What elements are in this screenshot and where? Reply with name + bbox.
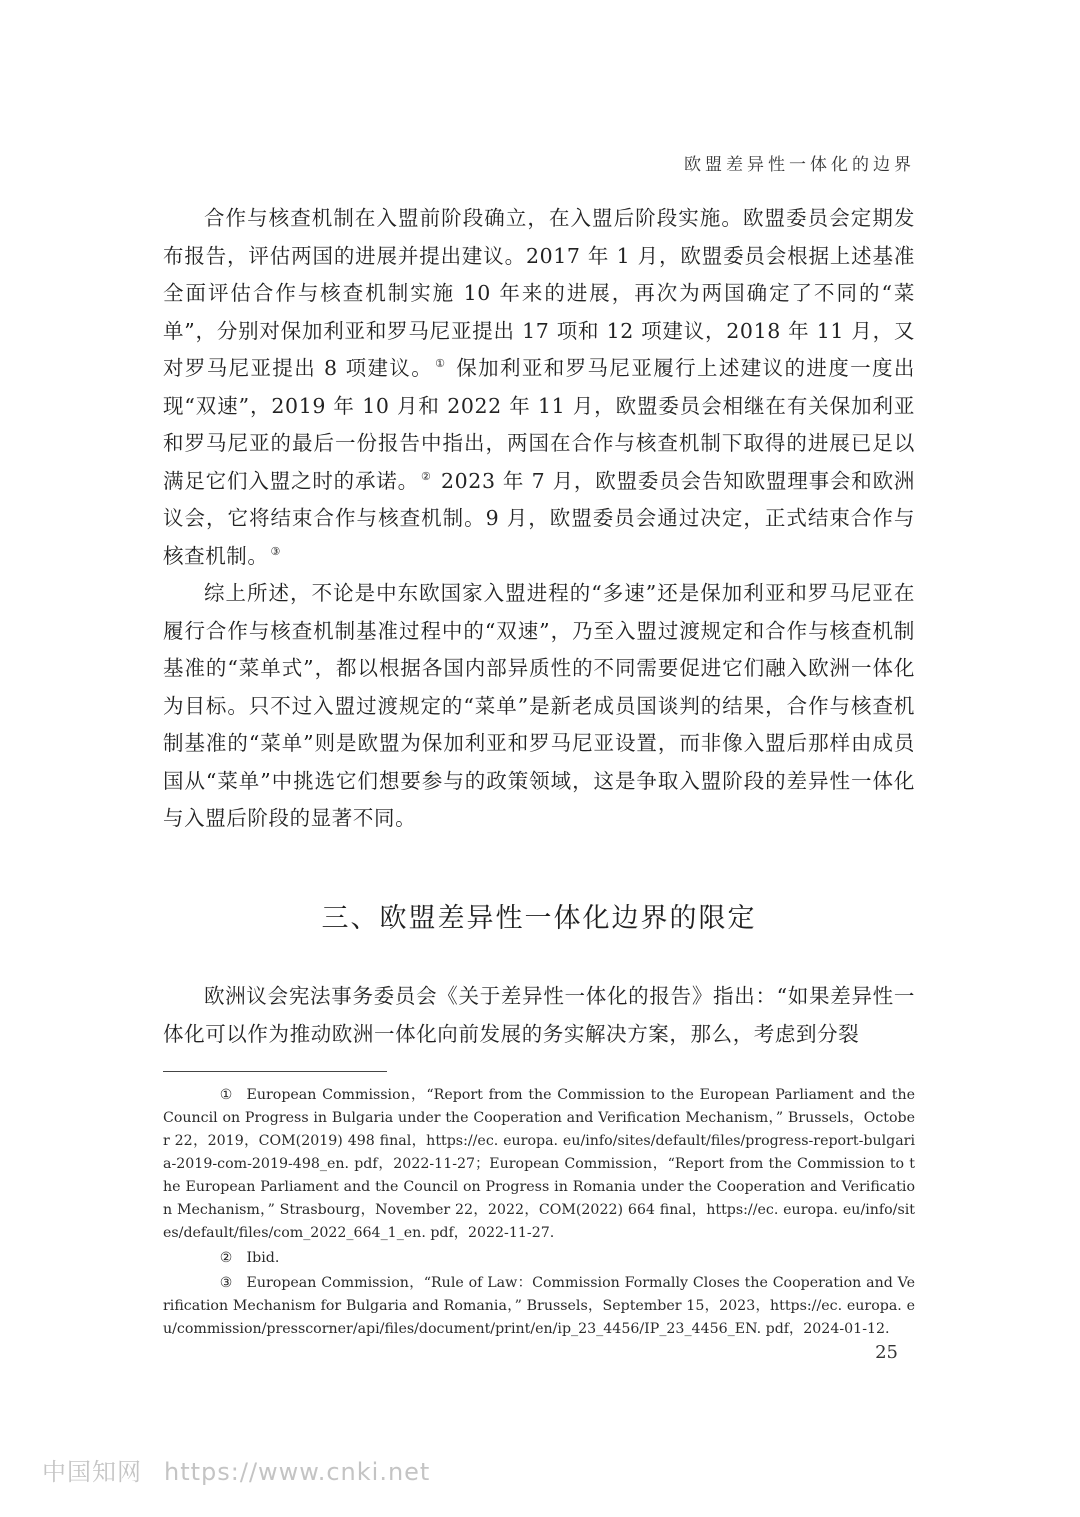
footnote-text: European Commission，“Report from the Commission to the European Parliament and the Council on Progress in Bulgaria under the Cooperation and Verification Mechanism，” Brussels，October 22，2019，COM(2019) 498 final，https://ec. europa. eu/info/sites/default/files/progress-report-bulgaria-2019-com-2019-498_en. pdf，2022-11-27；European Commission，“Report from the Commission to the European Parliament and the Council on Progress in Romania under the Cooperation and Verification Mechanism，” Strasbourg，November 22，2022，COM(2022) 664 final，https://ec. europa. eu/info/sites/default/files/com_2022_664_1_en. pdf，2022-11-27. — [163, 1087, 915, 1241]
page-number: 25 — [875, 1342, 898, 1363]
watermark-brand: 中国知网 — [42, 1458, 142, 1486]
footnote — [163, 1084, 915, 1245]
paragraph: 综上所述，不论是中东欧国家入盟进程的“多速”还是保加利亚和罗马尼亚在履行合作与核查机制基准过程中的“双速”，乃至入盟过渡规定和合作与核查机制基准的“菜单式”，都以根据各国内部异质性的不同需要促进它们融入欧洲一体化为目标。只不过入盟过渡规定的“菜单”是新老成员国谈判的结果，合作与核查机制基准的“菜单”则是欧盟为保加利亚和罗马尼亚设置，而非像入盟后那样由成员国从“菜单”中挑选它们想要参与的政策领域，这是争取入盟阶段的差异性一体化与入盟后阶段的显著不同。 — [163, 581, 915, 830]
main-text-continued — [163, 978, 915, 1053]
footnote-text: Ibid. — [246, 1250, 280, 1266]
footnote-divider — [163, 1071, 387, 1072]
footnote-marker: ① — [219, 1087, 233, 1103]
footnote-ref[interactable]: ③ — [270, 544, 281, 558]
footnote — [163, 1247, 915, 1270]
section-title: 三、欧盟差异性一体化边界的限定 — [321, 903, 757, 934]
watermark — [42, 1452, 430, 1487]
footnote — [163, 1272, 915, 1341]
footnote-marker: ② — [219, 1250, 233, 1266]
watermark-url[interactable]: https://www.cnki.net — [164, 1458, 431, 1486]
footnote-text: European Commission，“Rule of Law：Commission Formally Closes the Cooperation and Verification Mechanism for Bulgaria and Romania，” Brussels，September 15，2023，https://ec. europa. eu/commission/presscorner/api/files/document/print/en/ip_23_4456/IP_23_4456_EN. pdf，2024-01-12. — [163, 1275, 915, 1337]
paragraph — [163, 200, 915, 575]
paragraph-text: 合作与核查机制在入盟前阶段确立，在入盟后阶段实施。欧盟委员会定期发布报告，评估两国的进展并提出建议。2017 年 1 月，欧盟委员会根据上述基准全面评估合作与核查机制实施 10 年来的进展，再次为两国确定了不同的“菜单”，分别对保加利亚和罗马尼亚提出 17 项和 12 项建议，2018 年 11 月，又对罗马尼亚提出 8 项建议。 — [163, 206, 915, 380]
footnote-marker: ③ — [219, 1275, 233, 1291]
paragraph-text: 2023 年 7 月，欧盟委员会告知欧盟理事会和欧洲议会，它将结束合作与核查机制。9 月，欧盟委员会通过决定，正式结束合作与核查机制。 — [163, 468, 915, 568]
paragraph-text: 保加利亚和罗马尼亚履行上述建议的进度一度出现“双速”，2019 年 10 月和 2022 年 11 月，欧盟委员会相继在有关保加利亚和罗马尼亚的最后一份报告中指出，两国在合作与核查机制下取得的进展已足以满足它们入盟之时的承诺。 — [163, 356, 915, 493]
footnote-ref[interactable]: ① — [435, 357, 447, 371]
running-header: 欧盟差异性一体化的边界 — [684, 155, 915, 175]
footnote-ref[interactable]: ② — [420, 469, 432, 483]
footnotes — [163, 1084, 915, 1341]
paragraph: 欧洲议会宪法事务委员会《关于差异性一体化的报告》指出：“如果差异性一体化可以作为推动欧洲一体化向前发展的务实解决方案，那么，考虑到分裂 — [163, 984, 915, 1046]
main-text — [163, 200, 915, 838]
